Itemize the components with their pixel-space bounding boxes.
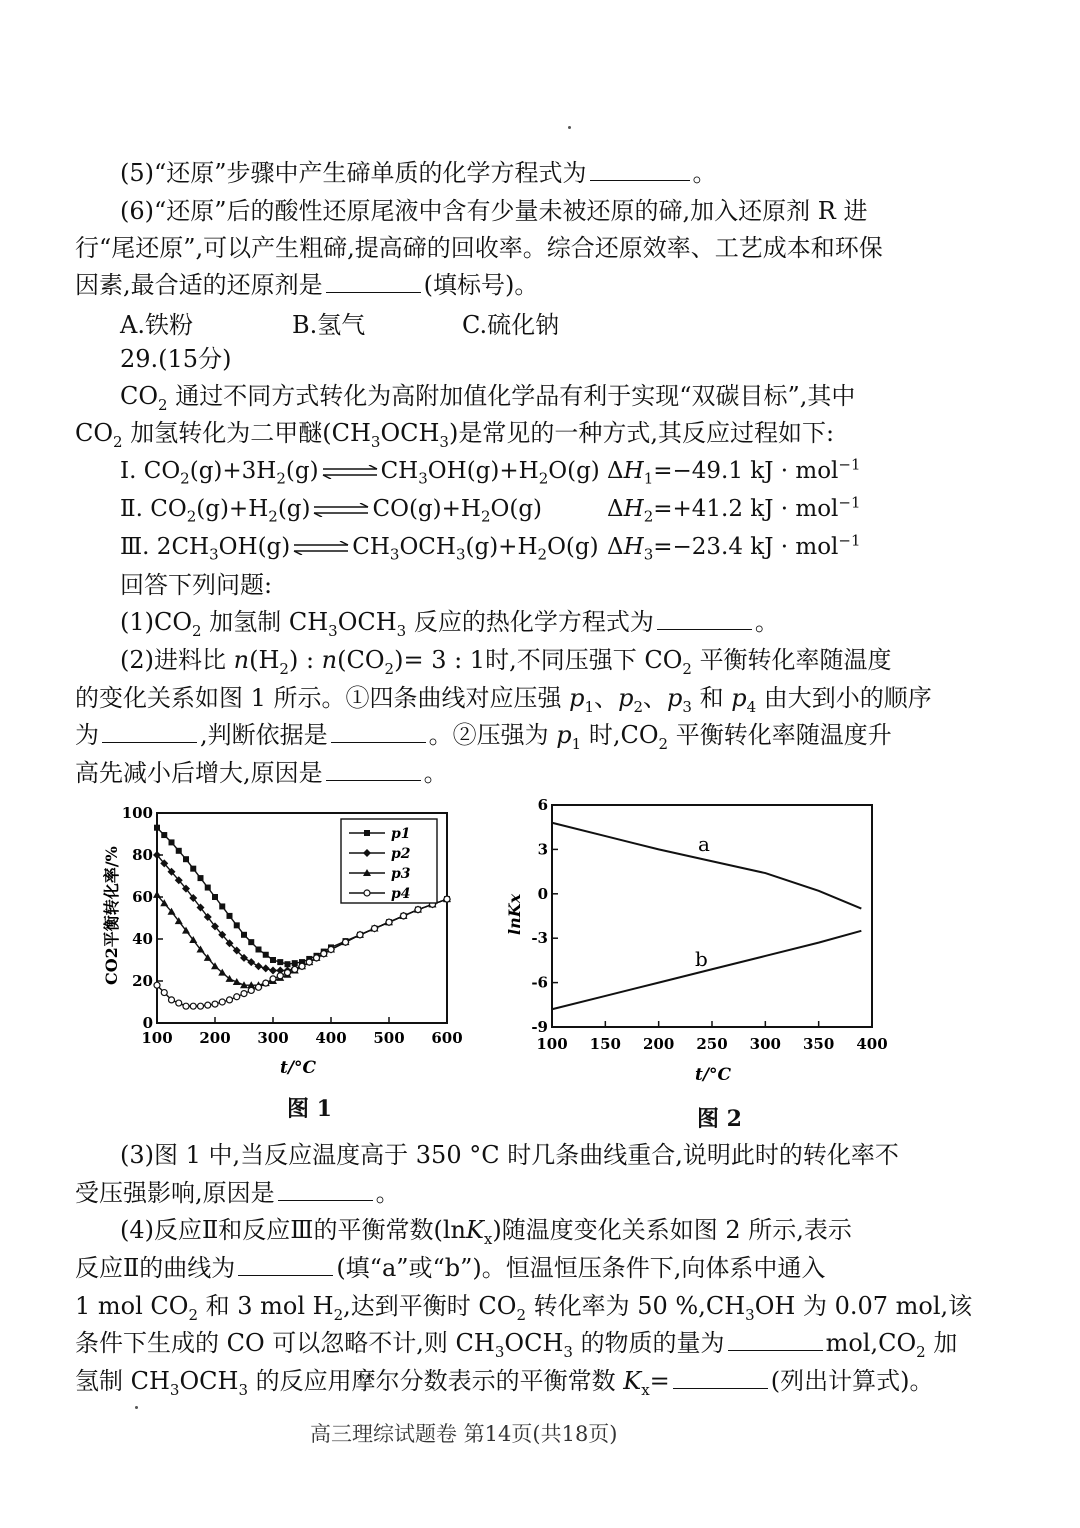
- fig1-legend-label: p2: [391, 846, 411, 862]
- page-footer: 高三理综试题卷 第14页(共18页): [310, 1422, 618, 1446]
- fig1-point: [190, 1003, 196, 1009]
- fig1-xtick-label: 300: [257, 1029, 289, 1047]
- sub-question-4-line3: 1 mol $CO_2$ 和 3 mol $H_2$,达到平衡时 $CO_2$ 转化率为 50 $\%,CH_3OH$ 为 0.07 mol,该: [75, 1292, 973, 1324]
- fig1-point: [227, 997, 233, 1003]
- question-6-line2: 行“尾还原”,可以产生粗碲,提高碲的回收率。综合还原效率、工艺成本和环保: [75, 234, 883, 262]
- fig1-point: [161, 832, 167, 838]
- fig1-xtick-label: 600: [431, 1029, 463, 1047]
- fig2-xtick-label: 300: [749, 1035, 781, 1053]
- fig1-point: [205, 885, 211, 891]
- answer-prompt: 回答下列问题:: [120, 571, 273, 599]
- fig1-legend-label: p3: [391, 866, 411, 882]
- fig1-point: [241, 932, 247, 938]
- fig2-ytick-label: 0: [537, 884, 548, 903]
- fig1-point: [269, 967, 277, 975]
- fig1-point: [241, 991, 247, 997]
- sub-question-2-line4: 高先减小后增大,原因是 。: [75, 759, 448, 787]
- fig1-point: [306, 959, 312, 965]
- fig2-xtick-label: 250: [696, 1035, 728, 1053]
- fig1-point: [169, 839, 175, 845]
- fig1-point: [277, 973, 283, 979]
- fig1-point: [270, 957, 276, 963]
- sub-question-1: $(1)CO_2$ 加氢制 $CH_3OCH_3$ 反应的热化学方程式为 。: [120, 608, 779, 640]
- fig1-ytick-label: 0: [142, 1014, 153, 1032]
- fig1-ylabel: CO2平衡转化率/%: [102, 846, 121, 985]
- fig1-point: [343, 939, 349, 945]
- answer-blank[interactable]: [331, 720, 426, 743]
- fig1-point: [386, 919, 392, 925]
- fig1-ytick-label: 100: [121, 804, 153, 822]
- fig1-point: [219, 999, 225, 1005]
- fig1-point: [212, 894, 218, 900]
- fig2-series-a-label: a: [698, 832, 710, 856]
- fig1-point: [328, 947, 334, 953]
- sub-question-4-line2: 反应Ⅱ的曲线为 (填“a”或“b”)。恒温恒压条件下,向体系中通入: [75, 1254, 826, 1282]
- fig1-point: [248, 939, 254, 945]
- fig1-point: [357, 932, 363, 938]
- fig1-point: [285, 970, 291, 976]
- question-5: (5)“还原”步骤中产生碲单质的化学方程式为 。: [120, 159, 717, 187]
- fig1-ytick-label: 60: [132, 888, 153, 906]
- page-dot: [568, 126, 571, 129]
- fig1-point: [285, 961, 291, 967]
- fig1-point: [198, 1003, 204, 1009]
- fig1-ytick-label: 40: [132, 930, 153, 948]
- fig1-point: [154, 982, 160, 988]
- fig1-point: [372, 926, 378, 932]
- page-dot: [135, 1406, 138, 1409]
- fig1-legend: [341, 819, 437, 903]
- fig1-xtick-label: 500: [373, 1029, 405, 1047]
- sub-question-2-line2: 的变化关系如图 1 所示。①四条曲线对应压强 $p_1$、$p_2$、$p_3$ 和 $p_4$ 由大到小的顺序: [75, 684, 932, 716]
- fig2-xtick-label: 200: [643, 1035, 675, 1053]
- fig1-point: [190, 866, 196, 872]
- delta-h-1: $\Delta H_1=-49.1$ kJ · mol$^{-1}$: [607, 455, 861, 488]
- fig2-ytick-label: -9: [531, 1018, 548, 1036]
- fig1-point: [299, 963, 305, 969]
- fig1-xtick-label: 100: [141, 1029, 173, 1047]
- fig1-point: [234, 922, 240, 928]
- answer-blank[interactable]: [278, 1178, 373, 1201]
- sub-question-2-line3: 为 ,判断依据是 。②压强为 $p_1$ 时$,CO_2$ 平衡转化率随温度升: [75, 721, 892, 753]
- fig1-point: [198, 875, 204, 881]
- fig1-point: [154, 825, 160, 831]
- figure-2-chart: [500, 795, 900, 1090]
- equilibrium-arrow-icon: [292, 541, 350, 555]
- fig2-series-b-label: b: [695, 947, 708, 971]
- fig1-point: [277, 959, 283, 965]
- fig1-point: [176, 1000, 182, 1006]
- answer-blank[interactable]: [657, 607, 752, 630]
- reaction-1: Ⅰ. $CO_2(g)+3H_2(g)$ $CH_3OH(g)+H_2O(g)$: [120, 458, 600, 488]
- fig1-legend-label: p1: [391, 826, 411, 842]
- fig1-point: [183, 1003, 189, 1009]
- fig1-point: [401, 913, 407, 919]
- question-29-intro1: $CO_2$ 通过不同方式转化为高附加值化学品有利于实现“双碳目标”,其中: [120, 382, 856, 414]
- option-c: C.硫化钠: [462, 311, 560, 339]
- fig1-ytick-label: 20: [132, 972, 153, 990]
- fig1-point: [263, 952, 269, 958]
- sub-question-3-line1: (3)图 1 中,当反应温度高于 350 °C 时几条曲线重合,说明此时的转化率不: [120, 1141, 899, 1169]
- fig2-ytick-label: 6: [537, 796, 548, 814]
- option-a: A.铁粉: [120, 311, 193, 339]
- fig2-xtick-label: 100: [536, 1035, 568, 1053]
- sub-question-3-line2: 受压强影响,原因是 。: [75, 1179, 400, 1207]
- fig2-xlabel: t/°C: [695, 1065, 732, 1085]
- sub-question-4-line4: 条件下生成的 CO 可以忽略不计,则 $CH_3OCH_3$ 的物质的量为 $mol,CO_2$ 加: [75, 1329, 958, 1361]
- fig1-point: [256, 947, 262, 953]
- fig1-point: [183, 856, 189, 862]
- fig1-ytick-label: 80: [132, 846, 153, 864]
- equilibrium-arrow-icon: [312, 503, 370, 517]
- sub-question-2-line1: (2)进料比 $n(H_2)$ : $n(CO_2)= 3$ : 1时,不同压强下 $CO_2$ 平衡转化率随温度: [120, 646, 892, 678]
- question-6-line3: 因素,最合适的还原剂是 (填标号)。: [75, 271, 539, 299]
- answer-blank[interactable]: [326, 270, 421, 293]
- answer-blank[interactable]: [326, 758, 421, 781]
- fig1-point: [255, 962, 263, 970]
- question-29-header: 29.(15分): [120, 345, 232, 373]
- fig1-point: [153, 891, 161, 898]
- fig1-point: [247, 958, 255, 966]
- answer-blank[interactable]: [673, 1366, 768, 1389]
- question-29-intro2: $CO_2$ 加氢转化为二甲醚$(CH_3OCH_3)$是常见的一种方式,其反应过程如下:: [75, 419, 835, 451]
- fig1-point: [263, 980, 269, 986]
- fig2-ytick-label: -6: [531, 973, 548, 992]
- fig1-point: [212, 1001, 218, 1007]
- fig1-point: [364, 830, 370, 836]
- fig2-ytick-label: 3: [537, 840, 548, 859]
- fig1-xlabel: t/°C: [280, 1058, 317, 1078]
- reaction-2: Ⅱ. $CO_2(g)+H_2(g)$ $CO(g)+H_2O(g)$: [120, 496, 543, 526]
- fig1-point: [227, 913, 233, 919]
- fig2-plot-frame: [552, 805, 872, 1027]
- answer-blank[interactable]: [590, 158, 690, 181]
- fig2-xtick-label: 400: [856, 1035, 888, 1053]
- fig1-point: [219, 903, 225, 909]
- answer-blank[interactable]: [102, 720, 197, 743]
- delta-h-2: $\Delta H_2=+41.2$ kJ · mol$^{-1}$: [607, 493, 861, 526]
- fig1-point: [314, 955, 320, 961]
- fig1-point: [444, 896, 450, 902]
- equilibrium-arrow-icon: [321, 465, 379, 479]
- fig2-ytick-label: -3: [531, 929, 548, 948]
- sub-question-4-line5: 氢制 $CH_3OCH_3$ 的反应用摩尔分数表示的平衡常数 $K_x=$ (列出计算式)。: [75, 1367, 934, 1399]
- question-6-line1: (6)“还原”后的酸性还原尾液中含有少量未被还原的碲,加入还原剂 R 进: [120, 197, 868, 225]
- fig1-point: [270, 976, 276, 982]
- fig1-xtick-label: 400: [315, 1029, 347, 1047]
- fig1-point: [248, 987, 254, 993]
- fig1-point: [321, 951, 327, 957]
- delta-h-3: $\Delta H_3=-23.4$ kJ · mol$^{-1}$: [607, 531, 861, 564]
- figure-2-label: 图 2: [697, 1106, 742, 1132]
- fig1-point: [256, 984, 262, 990]
- fig1-point: [205, 1002, 211, 1008]
- fig2-xtick-label: 150: [589, 1035, 621, 1053]
- fig1-point: [234, 994, 240, 1000]
- fig1-xtick-label: 200: [199, 1029, 231, 1047]
- option-b: B.氢气: [292, 311, 366, 339]
- fig1-point: [169, 997, 175, 1003]
- answer-blank[interactable]: [728, 1328, 823, 1351]
- fig1-point: [262, 964, 270, 972]
- fig1-legend-label: p4: [391, 886, 411, 902]
- fig1-point: [292, 966, 298, 972]
- fig2-xtick-label: 350: [803, 1035, 835, 1053]
- answer-blank[interactable]: [238, 1253, 333, 1276]
- figure-1-chart: [95, 795, 475, 1085]
- sub-question-4-line1: (4)反应Ⅱ和反应Ⅲ的平衡常数(lnK$_x$)随温度变化关系如图 2 所示,表示: [120, 1216, 852, 1248]
- fig1-point: [415, 907, 421, 913]
- fig2-ylabel: lnKx: [505, 893, 524, 935]
- fig1-point: [161, 990, 167, 996]
- fig1-point: [176, 848, 182, 854]
- reaction-3: Ⅲ. $2CH_3OH(g)$ $CH_3OCH_3(g)+H_2O(g)$: [120, 534, 599, 564]
- fig1-point: [364, 890, 370, 896]
- figure-1-label: 图 1: [287, 1096, 332, 1122]
